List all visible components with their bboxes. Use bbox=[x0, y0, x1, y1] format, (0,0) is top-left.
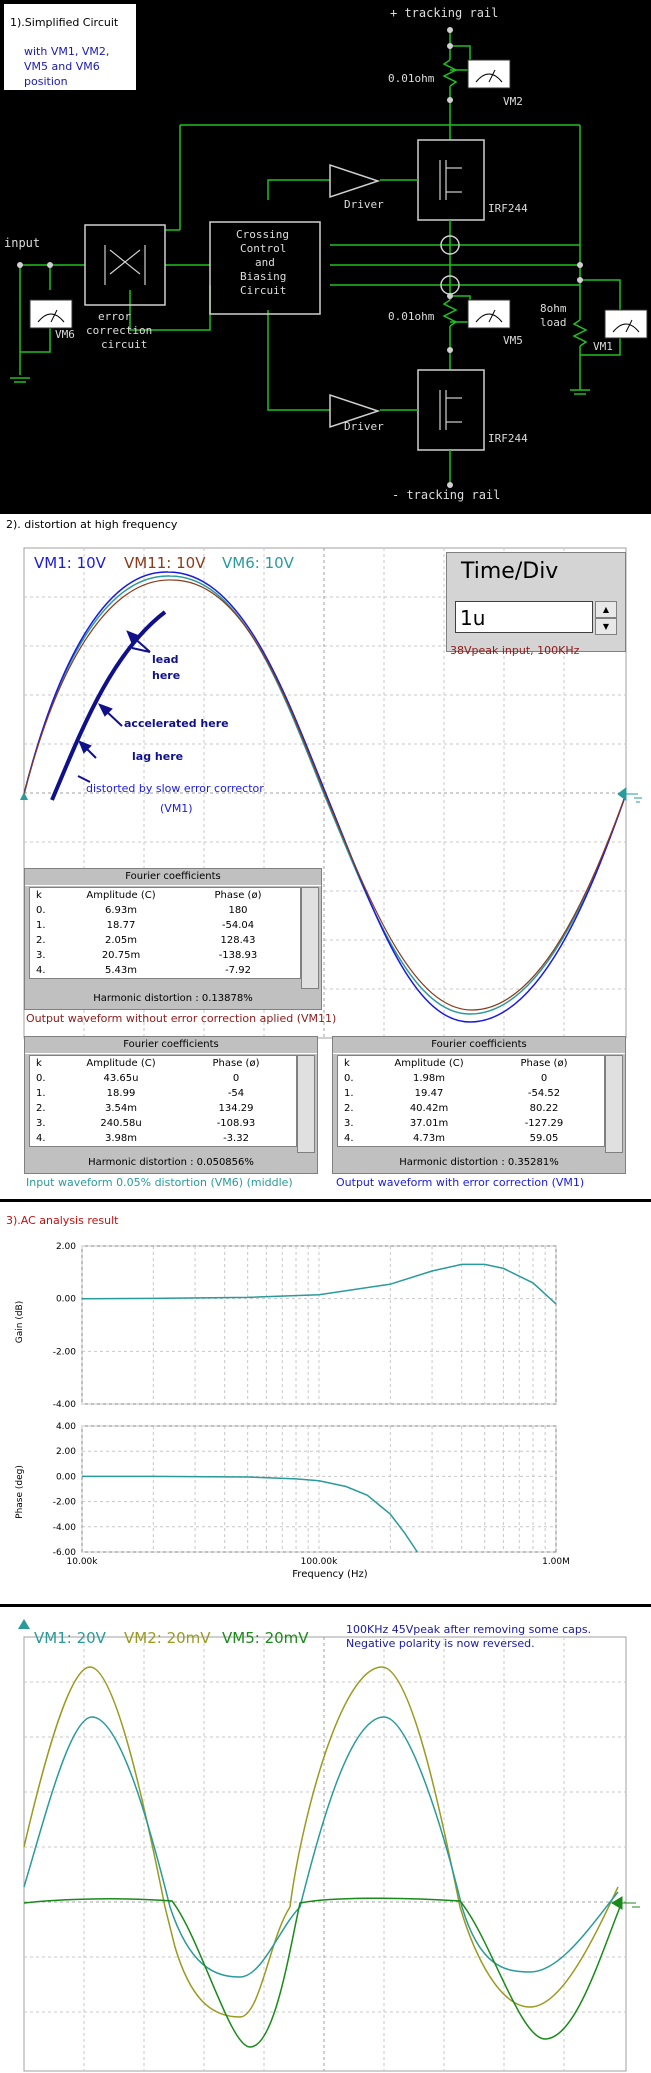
scope-two-display bbox=[0, 1607, 651, 2073]
table-row bbox=[338, 1071, 604, 1086]
scope-two-section bbox=[0, 1604, 651, 2073]
table-row bbox=[338, 1101, 604, 1116]
scrollbar[interactable] bbox=[297, 1055, 315, 1153]
error-correction-block bbox=[85, 225, 165, 305]
vm6-label: VM6 bbox=[55, 328, 75, 341]
cell: 18.99 bbox=[106, 1088, 136, 1099]
cell: 3. bbox=[36, 950, 46, 961]
fourier-a-caption: Output waveform without error correction aplied (VM11) bbox=[26, 1012, 337, 1025]
ec-label-1: error bbox=[98, 310, 132, 323]
circuit-note-title: 1).Simplified Circuit bbox=[10, 16, 119, 29]
legend-vm11: VM11: 10V bbox=[124, 554, 206, 572]
fourier-b-table bbox=[29, 1055, 297, 1147]
circuit-note-box bbox=[4, 4, 136, 90]
timediv-title: Time/Div bbox=[461, 559, 559, 584]
cc-label-3: and bbox=[255, 256, 275, 269]
ac-analysis-chart bbox=[0, 1202, 651, 1604]
cell: -7.92 bbox=[225, 965, 251, 976]
freq-axis-label: Frequency (Hz) bbox=[292, 1569, 368, 1580]
gain-tick-label: 2.00 bbox=[55, 1242, 76, 1252]
vm1-label: VM1 bbox=[593, 340, 613, 353]
cell: 37.01m bbox=[409, 1118, 449, 1129]
ann-distort: distorted by slow error corrector bbox=[86, 782, 264, 795]
col-k: k bbox=[344, 1058, 350, 1069]
cell: 3. bbox=[36, 1118, 46, 1129]
cell: 59.05 bbox=[529, 1133, 559, 1144]
cell: 20.75m bbox=[101, 950, 141, 961]
fourier-b-hd: Harmonic distortion : 0.050856% bbox=[88, 1157, 254, 1168]
freq-tick-label: 100.00k bbox=[300, 1557, 338, 1567]
scrollbar[interactable] bbox=[605, 1055, 623, 1153]
cell: 0. bbox=[36, 1073, 46, 1084]
cell: 2.05m bbox=[104, 935, 137, 946]
cell: -108.93 bbox=[216, 1118, 256, 1129]
table-row bbox=[30, 1116, 296, 1131]
load-label-1: 8ohm bbox=[540, 302, 567, 315]
fet-top-label: IRF244 bbox=[488, 202, 528, 215]
table-row bbox=[30, 1086, 296, 1101]
res-top-label: 0.01ohm bbox=[388, 72, 435, 85]
simplified-circuit-section bbox=[0, 0, 651, 514]
ann-vm1: (VM1) bbox=[160, 802, 193, 815]
cell: 4.73m bbox=[412, 1133, 445, 1144]
cell: -3.32 bbox=[223, 1133, 249, 1144]
cell: 4. bbox=[36, 1133, 46, 1144]
table-row bbox=[338, 1131, 604, 1146]
cell: 0 bbox=[232, 1073, 240, 1084]
cc-label-5: Circuit bbox=[240, 284, 287, 297]
col-phase: Phase (ø) bbox=[212, 1058, 260, 1069]
timediv-input[interactable]: 1u bbox=[455, 601, 593, 633]
fourier-a-title: Fourier coefficients bbox=[25, 869, 321, 886]
legend-vm5: VM5: 20mV bbox=[222, 1629, 309, 1647]
phase-axis-label: Phase (deg) bbox=[15, 1465, 25, 1519]
freq-tick-label: 1.00M bbox=[542, 1557, 570, 1567]
res-bot-label: 0.01ohm bbox=[388, 310, 435, 323]
fourier-c-hd: Harmonic distortion : 0.35281% bbox=[399, 1157, 559, 1168]
timediv-panel bbox=[446, 552, 626, 652]
cell: 1.98m bbox=[412, 1073, 445, 1084]
ec-label-3: circuit bbox=[101, 338, 148, 351]
table-row bbox=[30, 1131, 296, 1146]
distortion-title: 2). distortion at high frequency bbox=[6, 518, 178, 531]
fourier-b-caption: Input waveform 0.05% distortion (VM6) (middle) bbox=[26, 1176, 293, 1189]
gain-tick-label: -4.00 bbox=[52, 1400, 76, 1410]
fourier-b-title: Fourier coefficients bbox=[25, 1037, 317, 1054]
fet-bot-label: IRF244 bbox=[488, 432, 528, 445]
top-rail-label: + tracking rail bbox=[390, 6, 499, 20]
col-amp: Amplitude (C) bbox=[86, 1058, 156, 1069]
cell: 18.77 bbox=[106, 920, 136, 931]
cell: -54.04 bbox=[221, 920, 255, 931]
col-phase: Phase (ø) bbox=[214, 890, 262, 901]
fourier-c-table bbox=[337, 1055, 605, 1147]
col-k: k bbox=[36, 890, 42, 901]
cell: -54 bbox=[227, 1088, 245, 1099]
vm5-label: VM5 bbox=[503, 334, 523, 347]
legend-vm1: VM1: 10V bbox=[34, 554, 106, 572]
cell: 5.43m bbox=[104, 965, 137, 976]
fourier-a-hd: Harmonic distortion : 0.13878% bbox=[93, 993, 253, 1004]
timediv-spinner[interactable] bbox=[595, 601, 617, 635]
input-label: input bbox=[4, 236, 41, 250]
driver-top-label: Driver bbox=[344, 198, 384, 211]
ann-accel: accelerated here bbox=[124, 717, 229, 730]
table-row bbox=[30, 1071, 296, 1086]
table-row bbox=[30, 903, 300, 918]
col-amp: Amplitude (C) bbox=[86, 890, 156, 901]
gain-tick-label: -2.00 bbox=[52, 1347, 76, 1358]
cell: 0 bbox=[540, 1073, 548, 1084]
cell: 4. bbox=[344, 1133, 354, 1144]
load-label-2: load bbox=[540, 316, 567, 329]
input-note: 38Vpeak input, 100KHz bbox=[450, 644, 580, 657]
cell: 3.54m bbox=[104, 1103, 137, 1114]
cell: 128.43 bbox=[220, 935, 256, 946]
phase-tick-label: 4.00 bbox=[55, 1422, 76, 1432]
cell: 240.58u bbox=[100, 1118, 142, 1129]
cell: 6.93m bbox=[104, 905, 137, 916]
phase-tick-label: -2.00 bbox=[52, 1497, 76, 1508]
ec-label-2: correction bbox=[86, 324, 153, 337]
table-row bbox=[30, 933, 300, 948]
fourier-a-table bbox=[29, 887, 301, 979]
col-k: k bbox=[36, 1058, 42, 1069]
cell: 1. bbox=[36, 920, 46, 931]
phase-tick-label: 2.00 bbox=[55, 1447, 76, 1458]
cell: 180 bbox=[228, 905, 248, 916]
cell: -127.29 bbox=[524, 1118, 564, 1129]
gain-tick-label: 0.00 bbox=[55, 1294, 76, 1305]
distortion-section bbox=[0, 514, 651, 1199]
freq-tick-label: 10.00k bbox=[66, 1557, 98, 1567]
fourier-panel-c bbox=[332, 1036, 626, 1174]
table-row bbox=[338, 1086, 604, 1101]
spin-up-icon[interactable]: ▲ bbox=[595, 601, 617, 618]
cell: 43.65u bbox=[103, 1073, 139, 1084]
cell: 1. bbox=[36, 1088, 46, 1099]
cell: 4. bbox=[36, 965, 46, 976]
phase-tick-label: 0.00 bbox=[55, 1472, 76, 1483]
bottom-rail-label: - tracking rail bbox=[392, 488, 501, 502]
legend-vm2: VM2: 20mV bbox=[124, 1629, 211, 1647]
cc-label-4: Biasing bbox=[240, 270, 287, 283]
cell: 19.47 bbox=[414, 1088, 444, 1099]
scrollbar[interactable] bbox=[301, 887, 319, 989]
cell: 80.22 bbox=[529, 1103, 559, 1114]
ac-analysis-section bbox=[0, 1199, 651, 1604]
spin-down-icon[interactable]: ▼ bbox=[595, 618, 617, 635]
scope2-note-1: 100KHz 45Vpeak after removing some caps. bbox=[346, 1623, 592, 1636]
table-row bbox=[30, 948, 300, 963]
gain-axis-label: Gain (dB) bbox=[15, 1300, 25, 1344]
cell: 134.29 bbox=[218, 1103, 254, 1114]
cell: 40.42m bbox=[409, 1103, 449, 1114]
ac-title: 3).AC analysis result bbox=[6, 1214, 119, 1227]
table-row bbox=[30, 963, 300, 978]
cell: 0. bbox=[344, 1073, 354, 1084]
phase-tick-label: -6.00 bbox=[52, 1548, 76, 1558]
cell: 1. bbox=[344, 1088, 354, 1099]
cc-label-1: Crossing bbox=[236, 228, 289, 241]
scope2-note-2: Negative polarity is now reversed. bbox=[346, 1637, 535, 1650]
vm2-label: VM2 bbox=[503, 95, 523, 108]
cell: 3.98m bbox=[104, 1133, 137, 1144]
cell: -138.93 bbox=[218, 950, 258, 961]
fourier-panel-a bbox=[24, 868, 322, 1010]
fourier-c-caption: Output waveform with error correction (VM1) bbox=[336, 1176, 585, 1189]
cell: 2. bbox=[36, 935, 46, 946]
cc-label-2: Control bbox=[240, 242, 287, 255]
col-amp: Amplitude (C) bbox=[394, 1058, 464, 1069]
legend-vm6: VM6: 10V bbox=[222, 554, 294, 572]
fourier-panel-b bbox=[24, 1036, 318, 1174]
cell: -54.52 bbox=[527, 1088, 561, 1099]
cell: 3. bbox=[344, 1118, 354, 1129]
col-phase: Phase (ø) bbox=[520, 1058, 568, 1069]
cell: 2. bbox=[36, 1103, 46, 1114]
fourier-c-title: Fourier coefficients bbox=[333, 1037, 625, 1054]
phase-tick-label: -4.00 bbox=[52, 1522, 76, 1533]
cell: 0. bbox=[36, 905, 46, 916]
table-row bbox=[338, 1116, 604, 1131]
table-row bbox=[30, 918, 300, 933]
table-row bbox=[30, 1101, 296, 1116]
ann-lead: lead here bbox=[152, 653, 181, 682]
legend-vm1-2: VM1: 20V bbox=[34, 1629, 106, 1647]
driver-bot-label: Driver bbox=[344, 420, 384, 433]
cell: 2. bbox=[344, 1103, 354, 1114]
circuit-note-desc: with VM1, VM2, VM5 and VM6 position bbox=[24, 45, 110, 88]
ann-lag: lag here bbox=[132, 750, 184, 763]
